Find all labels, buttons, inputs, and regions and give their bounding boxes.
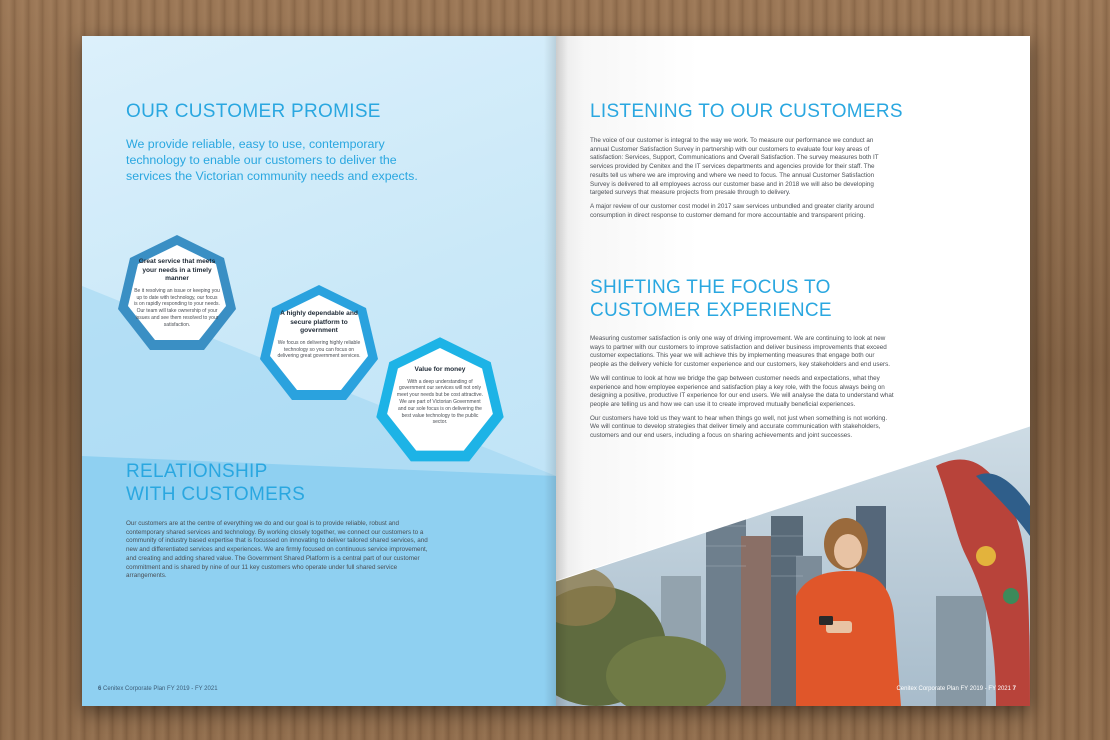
footer-right bbox=[896, 686, 1016, 692]
shifting-title-line2: CUSTOMER EXPERIENCE bbox=[590, 300, 832, 321]
listening-paragraph: The voice of our customer is integral to the way we work. To measure our performance we conduct an annual Customer Satisfaction Survey in partnership with our customers to evaluate four key areas of satisfaction: Services, Support, Communications and Overall Satisfaction. The survey measures both IT services provided by Cenitex and the IT services departments and agencies provide for their staff. The results tell us where we are improving and where we need to focus. The annual Customer Satisfaction Survey is delivered to all employees across our customer base and in 2018 we will also be developing targeted surveys that measure projects from presale through to delivery. bbox=[590, 137, 879, 197]
shifting-paragraph: Our customers have told us they want to hear when things go well, not just when something is not working. We will continue to develop strategies that deliver timely and accurate communication with stakeholders, customers and our end users, including a focus on sharing achievements and joint successes. bbox=[590, 414, 888, 440]
listening-title: LISTENING TO OUR CUSTOMERS bbox=[590, 101, 903, 122]
relationship-body: Our customers are at the centre of everything we do and our goal is to provide reliable, robust and contemporary shared services and technology. By working closely together, we connect our customers to a community of industry based expertise that is focussed on innovating to deliver tailored shared services, and new and differentiated services and experiences. We are firmly focused on continuous service improvement, and creating and adding shared value. The Government Shared Platform is a central part of our customer commitment and is shared by nine of our 11 key customers who operate under full shared service arrangements. bbox=[126, 520, 428, 580]
relationship-title-line2: WITH CUSTOMERS bbox=[126, 484, 306, 505]
hexagon-service-title: Great service that meets your needs in a timely manner bbox=[138, 258, 216, 283]
promise-lead: We provide reliable, easy to use, contemporary technology to enable our customers to deliver the services the Victorian community needs and expects. bbox=[126, 137, 418, 183]
hexagon-service bbox=[114, 232, 240, 358]
hexagon-platform-title: A highly dependable and secure platform to government bbox=[280, 310, 358, 335]
footer-left bbox=[98, 686, 218, 692]
listening-paragraph: A major review of our customer cost model in 2017 saw services unbundled and greater clarity around consumption in direct response to customer demand for more accountable and transparent pricing. bbox=[590, 202, 874, 219]
left-page bbox=[82, 36, 556, 706]
hexagon-value-title: Value for money bbox=[414, 366, 466, 373]
page-number-left: 6 bbox=[98, 686, 102, 692]
hexagon-value bbox=[372, 334, 498, 460]
hexagon-value-body: With a deep understanding of government our services will not only meet your needs but be cost attractive. We are part of Victorian Government and our sole focus is on delivering the best value technology to the public sector. bbox=[396, 378, 484, 426]
page-number-right: 7 bbox=[1012, 686, 1016, 692]
hexagon-platform-body: We focus on delivering highly reliable technology so you can focus on delivering great government services. bbox=[277, 339, 361, 360]
footer-left-label: Cenitex Corporate Plan FY 2019 - FY 2021 bbox=[103, 686, 218, 692]
shifting-paragraph: Measuring customer satisfaction is only one way of driving improvement. We are continuing to look at new ways to partner with our customers to improve satisfaction and deliver business improvements that exceed customer expectations. This year we will achieve this by implementing measures that engage both our people as the delivery vehicle for customer experience and our customers, key stakeholders and end users. bbox=[590, 335, 890, 369]
shifting-paragraph: We will continue to look at how we bridge the gap between customer needs and expectations, what they experience and how employee experience and satisfaction play a key role, with the focus always being on designing a positive, productive IT experience for our end users. We will analyse the data to understand what people are telling us and how we can use it to create improved mutually beneficial experiences. bbox=[590, 374, 894, 408]
footer-right-label: Cenitex Corporate Plan FY 2019 - FY 2021 bbox=[896, 686, 1011, 692]
relationship-title bbox=[126, 460, 305, 506]
brochure-spread bbox=[82, 36, 1030, 706]
city-photo bbox=[556, 36, 1030, 706]
hexagon-platform bbox=[256, 282, 382, 408]
promise-title: OUR CUSTOMER PROMISE bbox=[126, 101, 381, 122]
shifting-title-line1: SHIFTING THE FOCUS TO bbox=[590, 277, 831, 298]
relationship-title-line1: RELATIONSHIP bbox=[126, 461, 268, 482]
right-page bbox=[556, 36, 1030, 706]
hexagon-service-body: Be it resolving an issue or keeping you up to date with technology, our focus is on rapidly responding to your needs. Our team will take ownership of your issues and see them resolved to your satisfaction. bbox=[134, 287, 220, 328]
